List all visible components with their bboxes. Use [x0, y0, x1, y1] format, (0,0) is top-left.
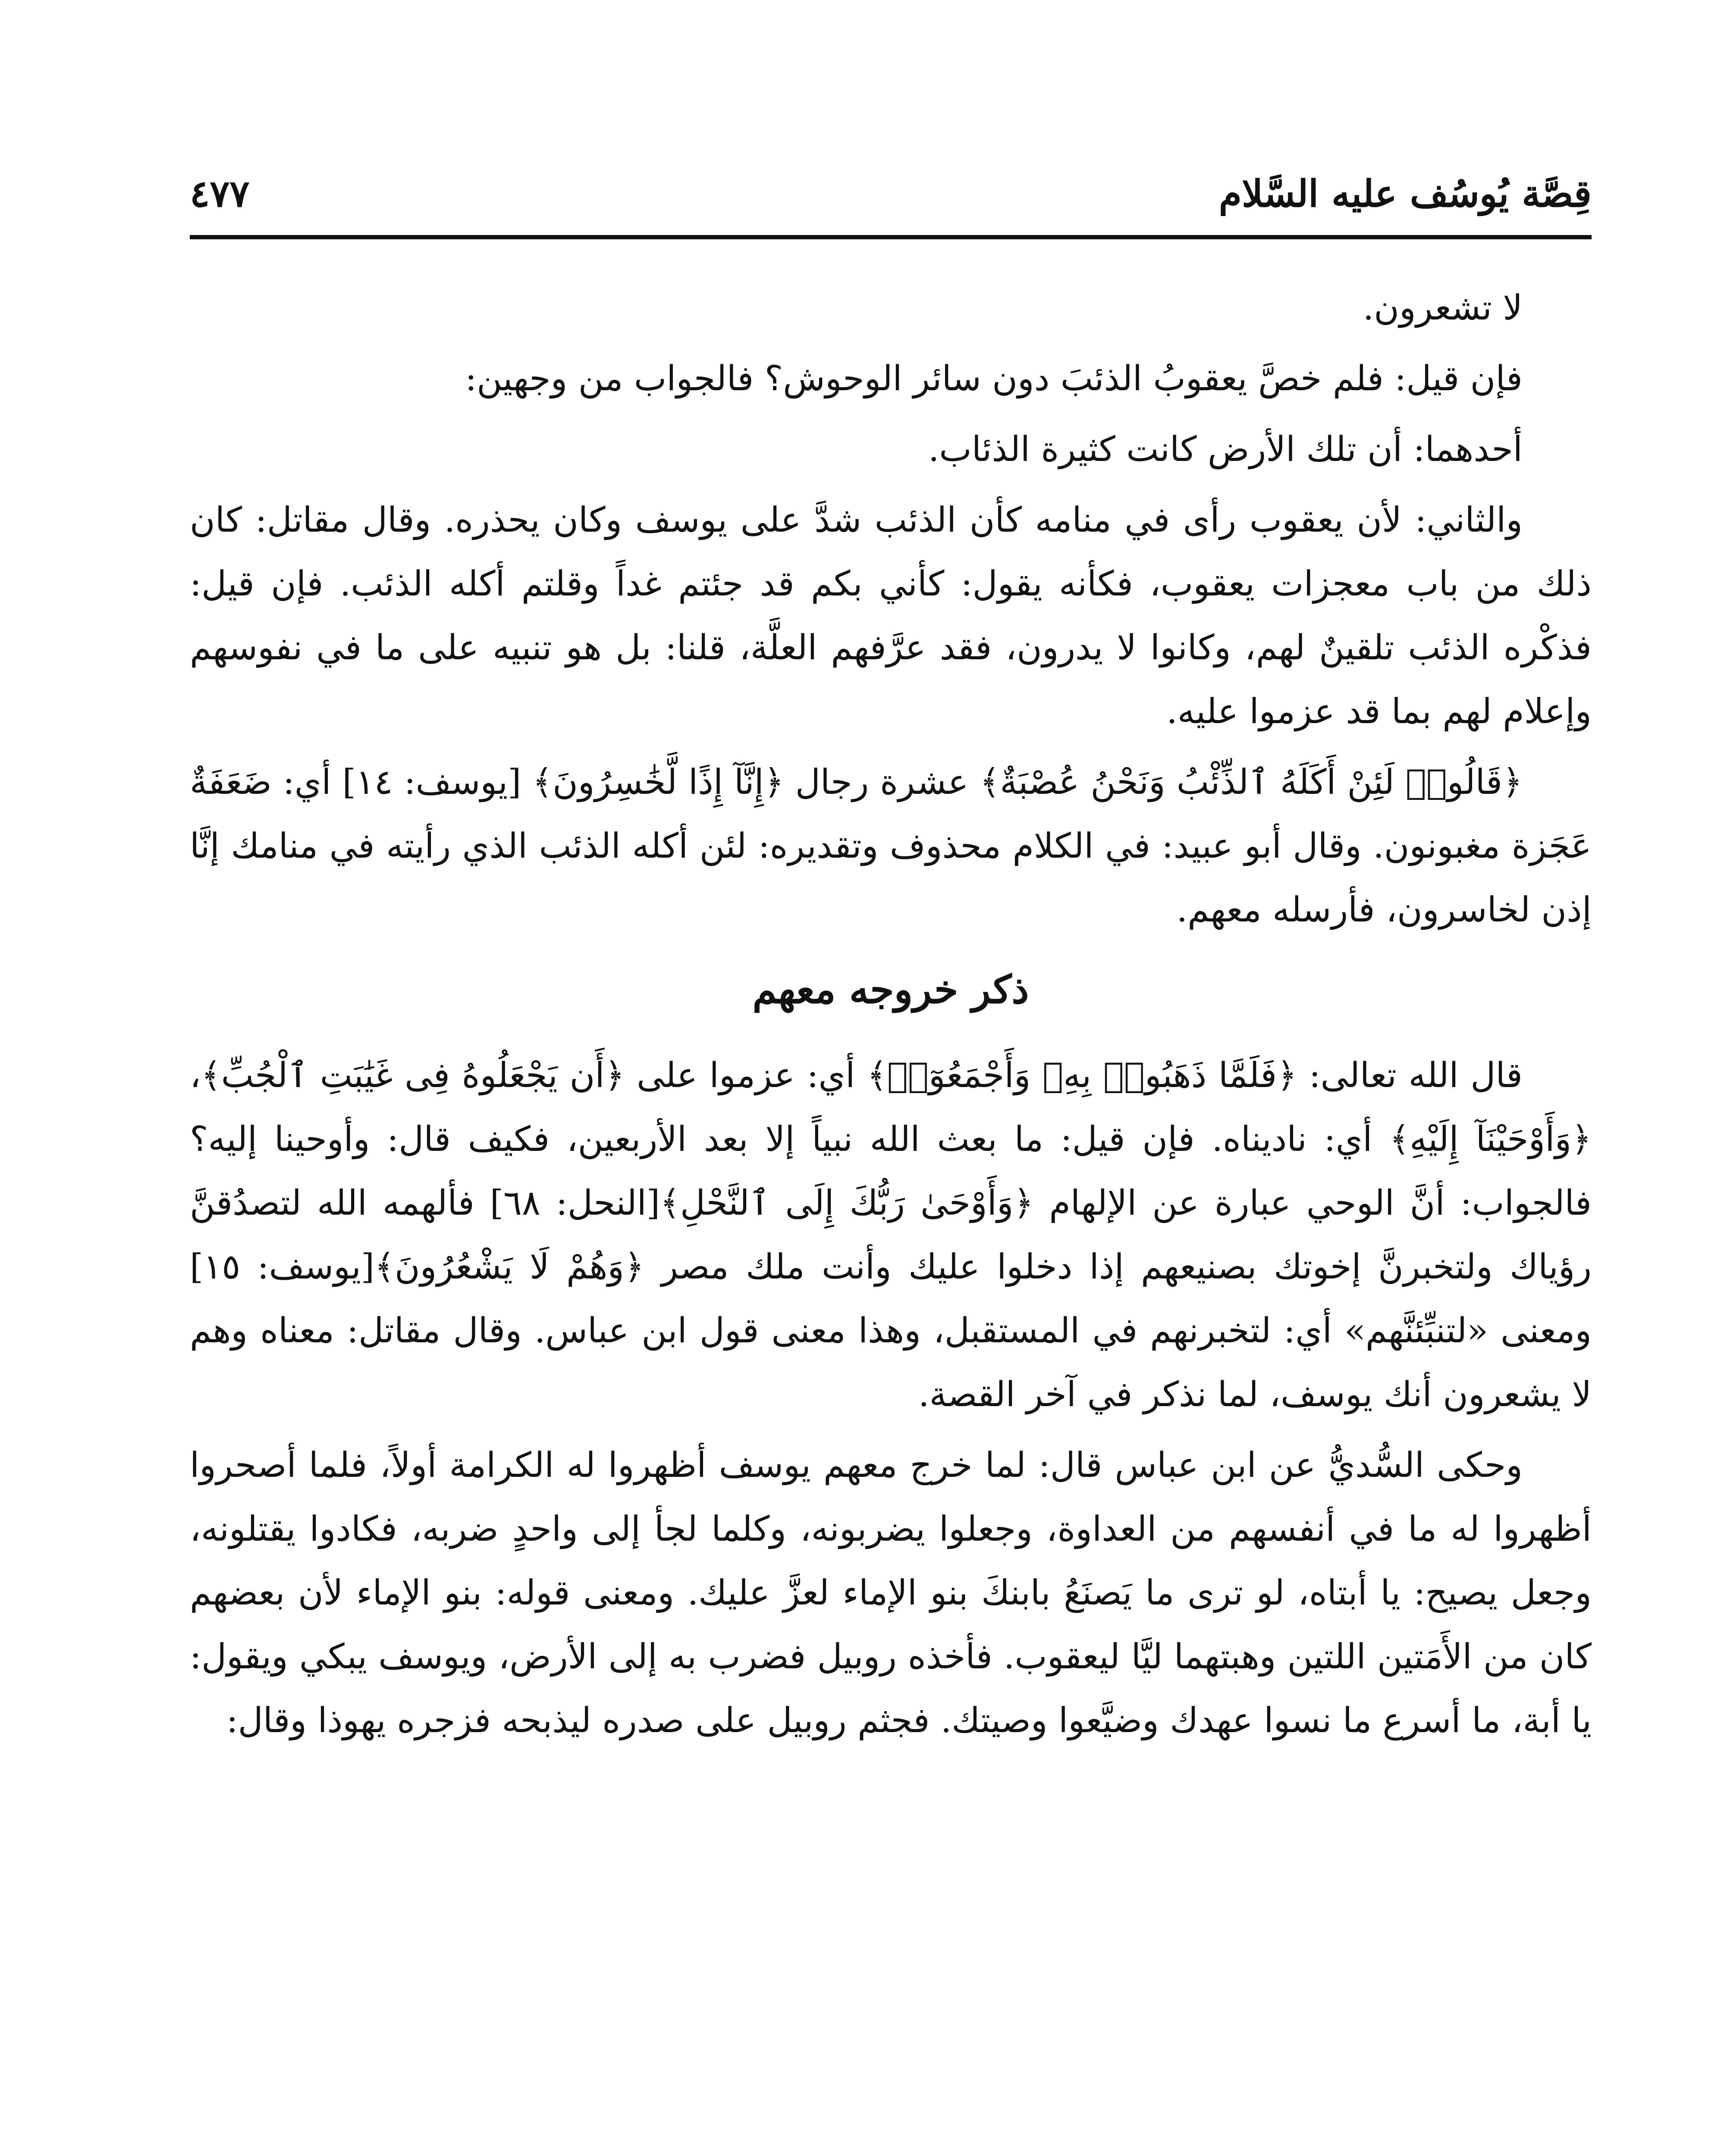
paragraph-4: والثاني: لأن يعقوب رأى في منامه كأن الذئب شدَّ على يوسف وكان يحذره. وقال مقاتل: كان ذلك من باب معجزات يعقوب، فكأنه يقول: كأني بكم قد جئتم غداً وقلتم أكله الذئب. فإن قيل: فذكْره الذئب تلقينٌ لهم، وكانوا لا يدرون، فقد عرَّفهم العلَّة، قلنا: بل هو تنبيه على ما في نفوسهم وإعلام لهم بما قد عزموا عليه. — [190, 500, 1592, 731]
paragraph-6: قال الله تعالى: ﴿فَلَمَّا ذَهَبُوا۟ بِهِۦ وَأَجْمَعُوٓا۟﴾ أي: عزموا على ﴿أَن يَجْعَلُوهُ فِى غَيَٰبَتِ ٱلْجُبِّ﴾، ﴿وَأَوْحَيْنَآ إِلَيْهِ﴾ أي: ناديناه. فإن قيل: ما بعث الله نبياً إلا بعد الأربعين، فكيف قال: وأوحينا إليه؟ فالجواب: أنَّ الوحي عبارة عن الإلهام ﴿وَأَوْحَىٰ رَبُّكَ إِلَى ٱلنَّحْلِ﴾[النحل: ٦٨] فألهمه الله لتصدُقنَّ رؤياك ولتخبرنَّ إخوتك بصنيعهم إذا دخلوا عليك وأنت ملك مصر ﴿وَهُمْ لَا يَشْعُرُونَ﴾[يوسف: ١٥] ومعنى «لتنبِّئنَّهم» أي: لتخبرنهم في المستقبل، وهذا معنى قول ابن عباس. وقال مقاتل: معناه وهم لا يشعرون أنك يوسف، لما نذكر في آخر القصة. — [190, 1055, 1592, 1414]
header-rule — [190, 235, 1592, 239]
paragraph-2: فإن قيل: فلم خصَّ يعقوبُ الذئبَ دون سائر الوحوش؟ فالجواب من وجهين: — [465, 358, 1523, 398]
section-heading: ذكر خروجه معهم — [752, 967, 1029, 1012]
paragraph-1: لا تشعرون. — [1363, 288, 1523, 328]
paragraph-5: ﴿قَالُوا۟ لَئِنْ أَكَلَهُ ٱلذِّئْبُ وَنَحْنُ عُصْبَةٌ﴾ عشرة رجال ﴿إِنَّآ إِذًا لَّخَٰسِرُونَ﴾ [يوسف: ١٤] أي: ضَعَفَةٌ عَجَزة مغبونون. وقال أبو عبيد: في الكلام محذوف وتقديره: لئن أكله الذئب الذي رأيته في منامك إنَّا إذن لخاسرون، فأرسله معهم. — [190, 762, 1592, 930]
paragraph-3: أحدهما: أن تلك الأرض كانت كثيرة الذئاب. — [928, 429, 1523, 469]
running-header-title: قِصَّة يُوسُف عليه السَّلام — [1218, 172, 1592, 216]
page-number: ٤٧٧ — [190, 172, 250, 216]
page-body — [190, 276, 1592, 1759]
paragraph-7: وحكى السُّديُّ عن ابن عباس قال: لما خرج معهم يوسف أظهروا له الكرامة أولاً، فلما أصحروا أظهروا له ما في أنفسهم من العداوة، وجعلوا يضربونه، وكلما لجأ إلى واحدٍ ضربه، فكادوا يقتلونه، وجعل يصيح: يا أبتاه، لو ترى ما يَصنَعُ بابنكَ بنو الإماء لعزَّ عليك. ومعنى قوله: بنو الإماء لأن بعضهم كان من الأَمَتين اللتين وهبتهما ليَّا ليعقوب. فأخذه روبيل فضرب به إلى الأرض، ويوسف يبكي ويقول: يا أبة، ما أسرع ما نسوا عهدك وضيَّعوا وصيتك. فجثم روبيل على صدره ليذبحه فزجره يهوذا وقال: — [190, 1445, 1592, 1740]
running-header — [190, 164, 1592, 233]
